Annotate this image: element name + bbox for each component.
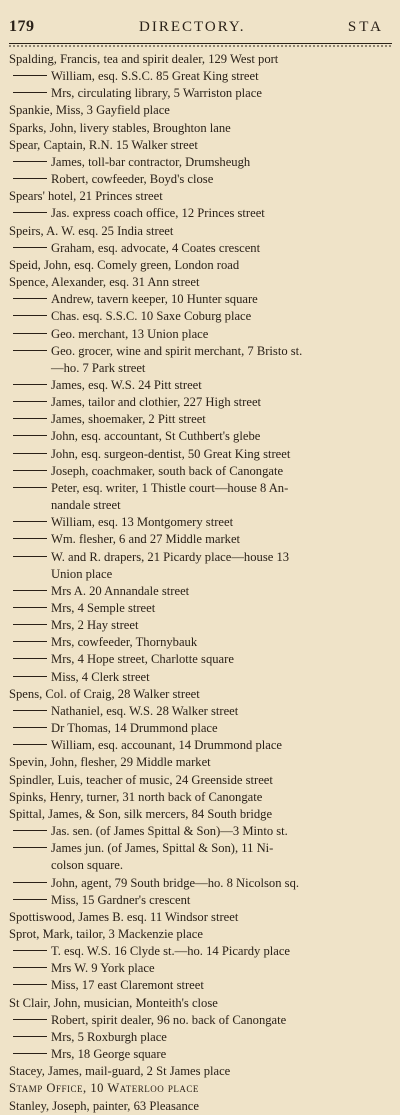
directory-entry [9,583,392,600]
ditto-dash [13,298,47,299]
entry-text: Geo. merchant, 13 Union place [51,326,209,341]
directory-entry [9,291,392,308]
entry-text: Union place [51,566,113,581]
ditto-dash [13,658,47,659]
directory-entry [9,120,392,137]
ditto-dash [13,590,47,591]
entry-text: Jas. express coach office, 12 Princes street [51,206,265,221]
ditto-dash [13,830,47,831]
directory-entry [9,1012,392,1029]
directory-entry [9,926,392,943]
directory-entry [9,360,392,377]
ditto-dash [13,247,47,248]
entry-text: James, esq. W.S. 24 Pitt street [51,377,202,392]
entry-text: Miss, 4 Clerk street [51,669,150,684]
directory-entry [9,806,392,823]
entry-text: Spear, Captain, R.N. 15 Walker street [9,137,198,152]
entry-text: Graham, esq. advocate, 4 Coates crescent [51,240,261,255]
ditto-dash [13,212,47,213]
entry-text: Stamp Office, 10 Waterloo place [9,1081,199,1096]
directory-entry [9,960,392,977]
ditto-dash [13,882,47,883]
directory-entry [9,240,392,257]
entry-text: W. and R. drapers, 21 Picardy place—house 13 [51,549,290,564]
directory-entry [9,634,392,651]
directory-entry [9,909,392,926]
directory-entry [9,188,392,205]
directory-entry [9,686,392,703]
directory-entry [9,651,392,668]
directory-entry [9,223,392,240]
ditto-dash [13,333,47,334]
ditto-dash [13,676,47,677]
entry-text: John, agent, 79 South bridge—ho. 8 Nicolson sq. [51,875,300,890]
directory-entry [9,68,392,85]
entry-text: Mrs, 5 Roxburgh place [51,1029,167,1044]
directory-entry [9,154,392,171]
ditto-dash [13,950,47,951]
ditto-dash [13,161,47,162]
directory-entry [9,617,392,634]
ditto-dash [13,984,47,985]
directory-entry [9,326,392,343]
entry-text: James, shoemaker, 2 Pitt street [51,412,206,427]
directory-entry [9,514,392,531]
entry-text: James jun. (of James, Spittal & Son), 11 Ni- [51,841,274,856]
directory-entry [9,85,392,102]
directory-entry [9,205,392,222]
directory-entry [9,977,392,994]
entry-text: Wm. flesher, 6 and 27 Middle market [51,532,241,547]
entry-text: Joseph, coachmaker, south back of Canongate [51,463,284,478]
entry-text: James, toll-bar contractor, Drumsheugh [51,154,251,169]
entry-text: Spears' hotel, 21 Princes street [9,189,163,204]
entry-text: Dr Thomas, 14 Drummond place [51,721,218,736]
directory-entry [9,875,392,892]
directory-entry [9,446,392,463]
directory-entry [9,343,392,360]
ditto-dash [13,899,47,900]
running-title: DIRECTORY. [139,19,246,35]
entry-text: nandale street [51,498,121,513]
directory-entry [9,754,392,771]
directory-entry [9,257,392,274]
directory-entry [9,669,392,686]
directory-entry [9,892,392,909]
entry-text: John, esq. accountant, St Cuthbert's glebe [51,429,261,444]
ditto-dash [13,967,47,968]
ditto-dash [13,178,47,179]
ditto-dash [13,92,47,93]
ditto-dash [13,75,47,76]
ditto-dash [13,435,47,436]
entry-text: —ho. 7 Park street [51,360,146,375]
entry-text: T. esq. W.S. 16 Clyde st.—ho. 14 Picardy place [51,944,291,959]
directory-entry [9,411,392,428]
page-number: 179 [9,18,35,35]
directory-entry [9,1098,392,1115]
entry-text: Geo. grocer, wine and spirit merchant, 7 Bristo st. [51,343,303,358]
directory-entry [9,137,392,154]
directory-entry [9,1046,392,1063]
entry-text: Spinks, Henry, turner, 31 north back of Canongate [9,789,263,804]
entry-text: Robert, cowfeeder, Boyd's close [51,172,214,187]
ditto-dash [13,1053,47,1054]
ditto-dash [13,401,47,402]
directory-entry [9,497,392,514]
directory-entry [9,857,392,874]
entry-text: Stacey, James, mail-guard, 2 St James place [9,1064,231,1079]
entry-text: Mrs, 18 George square [51,1047,167,1062]
directory-entry [9,703,392,720]
ditto-dash [13,1019,47,1020]
entry-text: St Clair, John, musician, Monteith's close [9,995,218,1010]
ditto-dash [13,384,47,385]
directory-entry [9,274,392,291]
entry-text: Mrs A. 20 Annandale street [51,583,190,598]
ditto-dash [13,538,47,539]
directory-entry [9,1029,392,1046]
directory-entry [9,720,392,737]
directory-entry [9,394,392,411]
ditto-dash [13,847,47,848]
directory-entry [9,171,392,188]
entry-text: Speid, John, esq. Comely green, London road [9,257,240,272]
entry-list [9,51,392,1115]
entry-text: Mrs, 4 Hope street, Charlotte square [51,652,234,667]
directory-entry [9,566,392,583]
directory-entry [9,463,392,480]
entry-text: William, esq. S.S.C. 85 Great King street [51,69,259,84]
directory-entry [9,1080,392,1097]
directory-entry [9,772,392,789]
entry-text: Spence, Alexander, esq. 31 Ann street [9,275,200,290]
header-rule [9,42,392,48]
directory-entry [9,308,392,325]
entry-text: Miss, 17 east Claremont street [51,978,204,993]
ditto-dash [13,624,47,625]
entry-text: Mrs, cowfeeder, Thornybauk [51,635,198,650]
directory-entry [9,480,392,497]
ditto-dash [13,350,47,351]
ditto-dash [13,607,47,608]
directory-entry [9,789,392,806]
ditto-dash [13,487,47,488]
entry-text: Mrs W. 9 York place [51,961,155,976]
entry-text: Spens, Col. of Craig, 28 Walker street [9,686,200,701]
entry-text: Speirs, A. W. esq. 25 India street [9,223,174,238]
directory-entry [9,51,392,68]
ditto-dash [13,556,47,557]
entry-text: Miss, 15 Gardner's crescent [51,892,191,907]
entry-text: Mrs, circulating library, 5 Warriston place [51,86,262,101]
entry-text: Robert, spirit dealer, 96 no. back of Canongate [51,1012,287,1027]
directory-entry [9,737,392,754]
entry-text: Jas. sen. (of James Spittal & Son)—3 Minto st. [51,824,288,839]
entry-text: William, esq. accounant, 14 Drummond place [51,738,283,753]
entry-text: Nathaniel, esq. W.S. 28 Walker street [51,703,239,718]
entry-text: Spottiswood, James B. esq. 11 Windsor street [9,909,239,924]
entry-text: Sprot, Mark, tailor, 3 Mackenzie place [9,926,203,941]
ditto-dash [13,1036,47,1037]
entry-text: Peter, esq. writer, 1 Thistle court—house 8 An- [51,480,289,495]
directory-entry [9,995,392,1012]
directory-entry [9,840,392,857]
ditto-dash [13,727,47,728]
ditto-dash [13,744,47,745]
ditto-dash [13,521,47,522]
directory-entry [9,600,392,617]
directory-entry [9,943,392,960]
directory-entry [9,102,392,119]
directory-entry [9,531,392,548]
entry-text: Mrs, 2 Hay street [51,618,139,633]
ditto-dash [13,418,47,419]
entry-text: Stanley, Joseph, painter, 63 Pleasance [9,1098,199,1113]
entry-text: Spevin, John, flesher, 29 Middle market [9,755,211,770]
directory-entry [9,823,392,840]
ditto-dash [13,641,47,642]
page-header [9,18,392,40]
entry-text: William, esq. 13 Montgomery street [51,515,234,530]
entry-text: Spankie, Miss, 3 Gayfield place [9,103,170,118]
directory-entry [9,377,392,394]
entry-text: John, esq. surgeon-dentist, 50 Great King street [51,446,291,461]
entry-text: James, tailor and clothier, 227 High street [51,395,262,410]
ditto-dash [13,315,47,316]
entry-text: Mrs, 4 Semple street [51,601,156,615]
entry-text: Spalding, Francis, tea and spirit dealer, 129 West port [9,52,279,66]
ditto-dash [13,470,47,471]
entry-text: Chas. esq. S.S.C. 10 Saxe Coburg place [51,309,252,324]
entry-text: Spittal, James, & Son, silk mercers, 84 South bridge [9,806,273,821]
entry-text: colson square. [51,858,124,873]
entry-text: Sparks, John, livery stables, Broughton lane [9,120,231,135]
ditto-dash [13,710,47,711]
entry-text: Spindler, Luis, teacher of music, 24 Greenside street [9,772,273,787]
section-letters: STA [347,19,384,35]
entry-text: Andrew, tavern keeper, 10 Hunter square [51,292,258,307]
directory-entry [9,1063,392,1080]
ditto-dash [13,453,47,454]
directory-entry [9,549,392,566]
directory-entry [9,428,392,445]
